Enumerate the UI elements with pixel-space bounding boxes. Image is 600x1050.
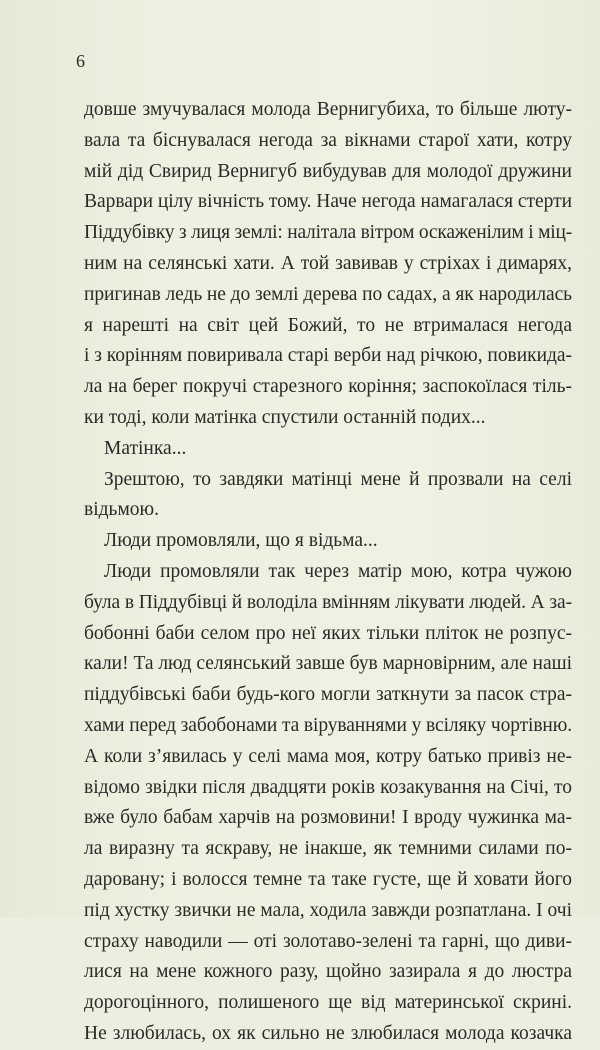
text-line: довше змучувалася молода Вернигубиха, то більше люту- [84, 99, 572, 120]
text-line: бобонні баби селом про неї яких тільки пліток не розпус- [84, 622, 572, 644]
text-line: Варвари цілу вічність тому. Наче негода намагалася стерти [84, 191, 572, 213]
page-number: 6 [76, 51, 85, 71]
text-line: мій дід Свирид Вернигуб вибудував для молодої дружини [84, 160, 572, 182]
text-line: Не злюбилась, ох як сильно не злюбилася молода козачка [84, 1022, 572, 1044]
text-line: ки тоді, коли матінка спустили останній подих... [84, 406, 486, 428]
text-line: я нарешті на світ цей Божий, то не втрималася негода [84, 314, 572, 336]
text-line: Зрештою, то завдяки матінці мене й прозвали на селі [104, 468, 572, 490]
text-line: Люди промовляли так через матір мою, котра чужою [104, 560, 572, 582]
text-line: вже було бабам харчів на розмовини! І вроду чужинка ма- [84, 807, 572, 829]
text-line: Люди промовляли, що я відьма... [104, 530, 378, 552]
text-line: хами перед забобонами та віруваннями у всіляку чортівню. [84, 714, 572, 736]
text-line: вала та біснувалася негода за вікнами старої хати, котру [84, 129, 572, 151]
text-line: А коли з’явилась у селі мама моя, котру батько привіз не- [84, 745, 572, 767]
text-line: відьмою. [84, 499, 159, 521]
text-line: ла виразну та яскраву, не інакше, як темними силами по- [84, 838, 572, 860]
text-line: відомо звідки після двадцяти років козакування на Січі, то [84, 776, 572, 798]
text-line: була в Піддубівці й володіла вмінням лікувати людей. А за- [84, 591, 572, 613]
text-line: і з корінням повиривала старі верби над річкою, повикида- [84, 345, 572, 367]
text-line: Піддубівку з лиця землі: налітала вітром оскаженілим і міц- [84, 222, 572, 244]
text-line: під хустку звички не мала, ходила завжди розпатлана. І очі [84, 899, 572, 921]
text-line: даровану; і волосся темне та таке густе, ще й ховати його [84, 868, 572, 890]
text-line: ним на селянські хати. А той завивав у стріхах і димарях, [84, 252, 572, 274]
text-line: страху наводили — оті золотаво-зелені та гарні, що диви- [84, 930, 572, 952]
body-text [84, 95, 572, 1050]
text-line: ла на берег покручі старезного коріння; заспокоїлася тіль- [84, 376, 572, 398]
text-line: кали! Та люд селянський завше був марновірним, але наші [84, 653, 572, 675]
text-line: пригинав ледь не до землі дерева по садах, а як народилась [84, 283, 572, 305]
text-line: піддубівські баби будь-кого могли заткнути за пасок стра- [84, 684, 572, 706]
text-line: дорогоцінного, полишеного ще від материнської скрині. [84, 992, 572, 1014]
text-line: Матінка... [104, 437, 187, 459]
text-line: лися на мене кожного разу, щойно зазирала я до люстра [84, 961, 572, 983]
